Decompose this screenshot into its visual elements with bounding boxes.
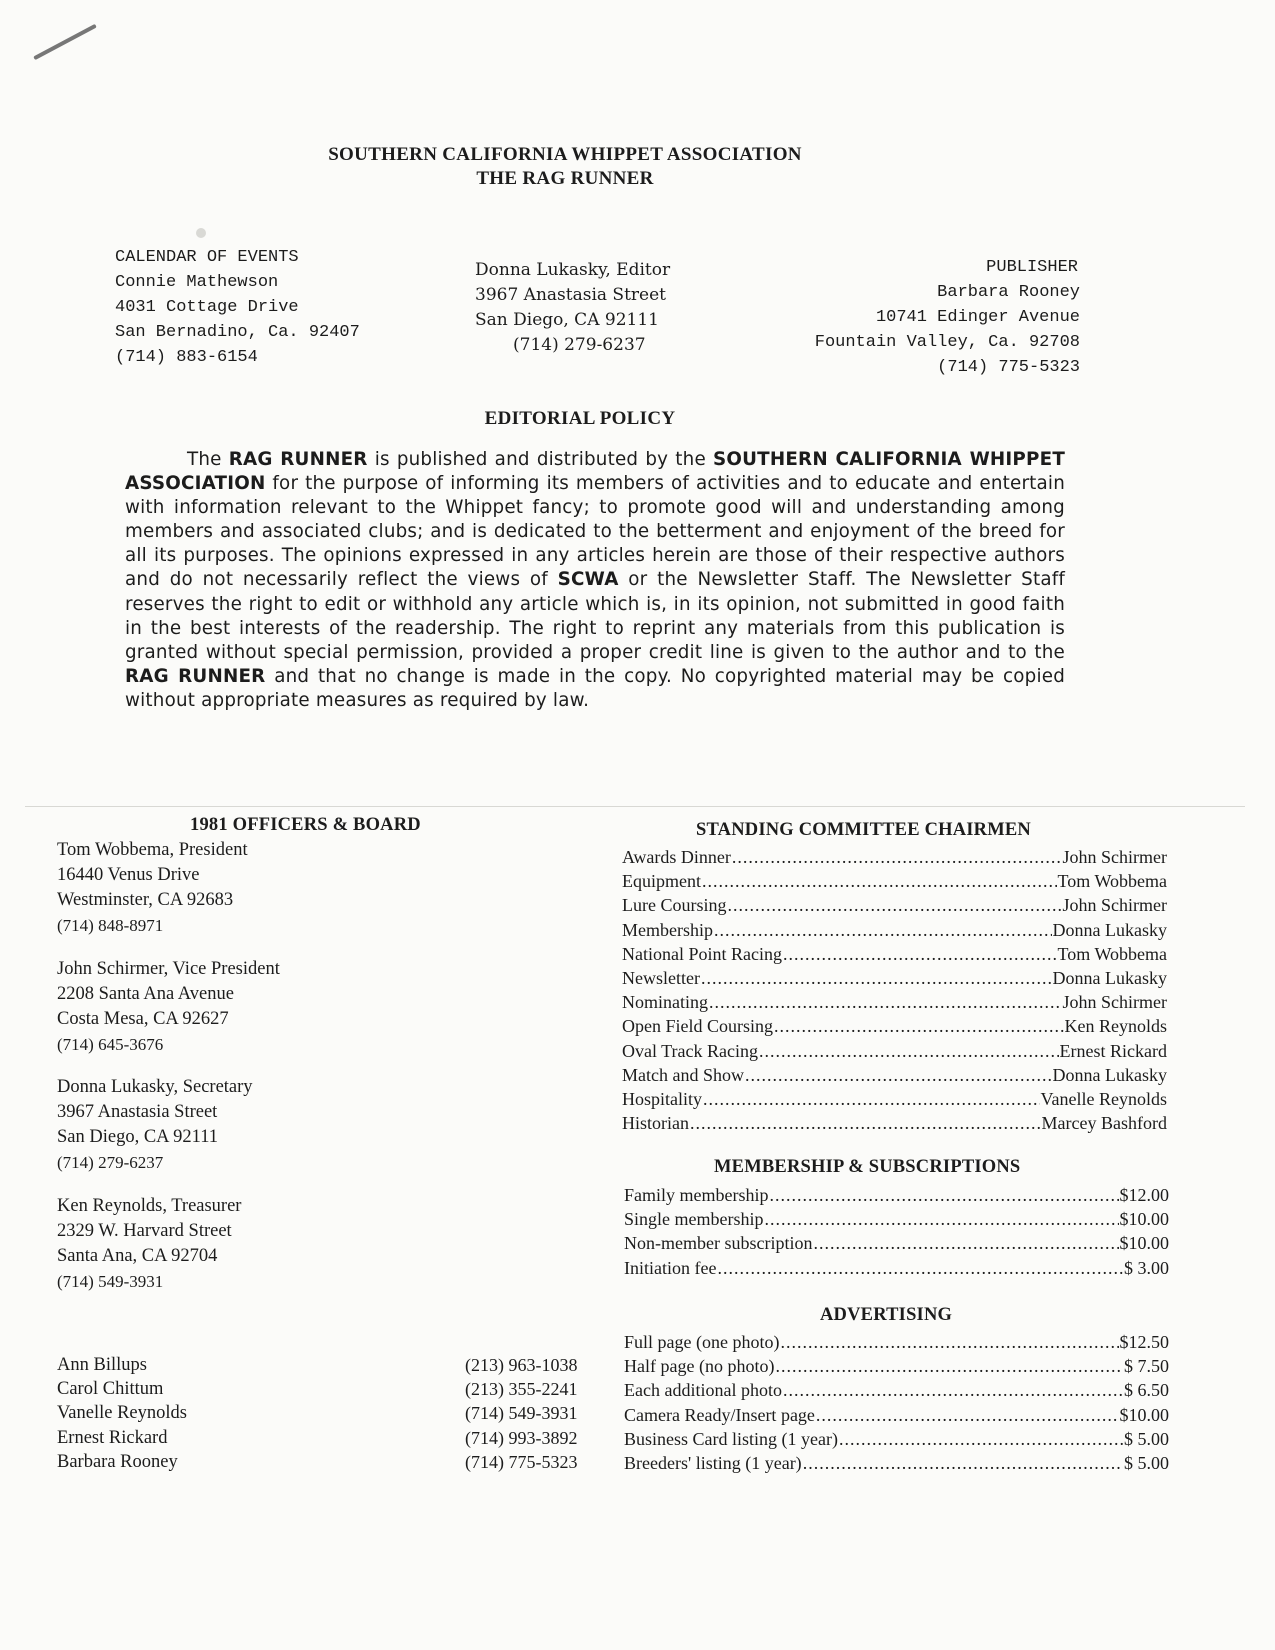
committee-name: Oval Track Racing (622, 1040, 758, 1061)
committee-row (622, 1014, 1167, 1038)
dot-leader (703, 1087, 1040, 1111)
board-phones (465, 1353, 577, 1474)
editorial-policy-heading: EDITORIAL POLICY (484, 408, 676, 429)
committee-chair: Donna Lukasky (1052, 1064, 1167, 1085)
committee-name: Newsletter (622, 968, 700, 989)
publisher-city: Fountain Valley, Ca. 92708 (814, 333, 1080, 352)
dot-leader (764, 1207, 1118, 1231)
editor-city: San Diego, CA 92111 (475, 310, 659, 330)
committee-chair: Ken Reynolds (1064, 1016, 1167, 1037)
dot-leader (701, 966, 1052, 990)
officer-street: 16440 Venus Drive (57, 865, 200, 885)
committee-chair: Donna Lukasky (1052, 919, 1167, 940)
officer-city: Westminster, CA 92683 (57, 890, 234, 910)
board-member-phone: (213) 355-2241 (465, 1379, 578, 1400)
membership-row (624, 1231, 1169, 1255)
membership-list (624, 1183, 1169, 1280)
officer-title: Ken Reynolds, Treasurer (57, 1196, 242, 1216)
board-member-name: Barbara Rooney (57, 1451, 178, 1472)
policy-bold-2: SOUTHERN CALIFORNIA WHIPPET ASSOCIATION (125, 449, 1065, 495)
advertising-row (624, 1427, 1169, 1451)
ad-label: Each additional photo (624, 1380, 782, 1401)
policy-bold-4: RAG RUNNER (125, 665, 266, 687)
committee-list (622, 845, 1167, 1135)
board-member-phone: (714) 775-5323 (465, 1451, 578, 1472)
committee-row (622, 1063, 1167, 1087)
committee-name: Nominating (622, 992, 708, 1013)
committee-name: Equipment (622, 871, 701, 892)
dot-leader (690, 1111, 1041, 1135)
policy-text-3: for the purpose of informing its members of activities and to educate and entertain with information relevant to the Whippet fancy; to promote good will and understanding among members and associated clubs; and is dedicated to the betterment and enjoyment of the breed for all its purposes. The opinions expressed in any articles herein are those of their respective authors and do not necessarily reflect the views of (125, 473, 1065, 591)
publisher-name: Barbara Rooney (937, 283, 1080, 302)
fee-price: $10.00 (1119, 1209, 1169, 1230)
ad-price: $ 6.50 (1124, 1380, 1169, 1401)
membership-row (624, 1256, 1169, 1280)
officer-street: 2208 Santa Ana Avenue (57, 984, 234, 1004)
dot-leader (714, 918, 1052, 942)
committee-row (622, 845, 1167, 869)
committee-chair: John Schirmer (1062, 895, 1167, 916)
dot-leader (803, 1451, 1123, 1475)
membership-row (624, 1207, 1169, 1231)
board-member-name: Vanelle Reynolds (57, 1403, 187, 1424)
calendar-city: San Bernadino, Ca. 92407 (115, 323, 360, 342)
policy-text-2: is published and distributed by the (367, 449, 714, 470)
advertising-row (624, 1354, 1169, 1378)
ad-price: $10.00 (1119, 1404, 1169, 1425)
org-title: SOUTHERN CALIFORNIA WHIPPET ASSOCIATION (328, 144, 802, 165)
advertising-row (624, 1378, 1169, 1402)
board-member-phone: (213) 963-1038 (465, 1355, 578, 1375)
dot-leader (769, 1183, 1118, 1207)
committee-name: Lure Coursing (622, 895, 727, 916)
dot-leader (783, 942, 1057, 966)
officer-title: Donna Lukasky, Secretary (57, 1077, 253, 1097)
officer-phone: (714) 549-3931 (57, 1272, 164, 1291)
dot-leader (759, 1039, 1059, 1063)
officer-phone: (714) 279-6237 (57, 1153, 164, 1172)
board-member-name: Carol Chittum (57, 1379, 164, 1400)
policy-bold-3: SCWA (557, 569, 619, 591)
committee-name: Open Field Coursing (622, 1016, 773, 1037)
committee-row (622, 918, 1167, 942)
fee-label: Single membership (624, 1209, 764, 1230)
calendar-street: 4031 Cottage Drive (115, 298, 299, 317)
board-member-phone: (714) 993-3892 (465, 1427, 578, 1448)
ad-label: Breeders' listing (1 year) (624, 1453, 802, 1474)
publisher-street: 10741 Edinger Avenue (875, 308, 1080, 327)
calendar-phone: (714) 883-6154 (115, 348, 258, 367)
fee-label: Non-member subscription (624, 1233, 813, 1254)
officer-entry (57, 838, 248, 938)
calendar-label: CALENDAR OF EVENTS (115, 248, 299, 267)
membership-row (624, 1183, 1169, 1207)
officer-city: Costa Mesa, CA 92627 (57, 1009, 229, 1029)
committee-name: Hospitality (622, 1089, 702, 1110)
committee-chair: Vanelle Reynolds (1040, 1089, 1167, 1110)
committee-row (622, 1039, 1167, 1063)
fee-price: $10.00 (1119, 1233, 1169, 1254)
ad-label: Business Card listing (1 year) (624, 1428, 838, 1449)
advertising-row (624, 1403, 1169, 1427)
policy-text-1: The (187, 449, 229, 470)
committee-chair: Tom Wobbema (1057, 871, 1167, 892)
membership-heading: MEMBERSHIP & SUBSCRIPTIONS (714, 1157, 1021, 1177)
dot-leader (816, 1403, 1119, 1427)
officer-city: San Diego, CA 92111 (57, 1127, 219, 1147)
ad-label: Camera Ready/Insert page (624, 1404, 815, 1425)
committee-name: Membership (622, 919, 713, 940)
fee-price: $12.00 (1119, 1185, 1169, 1205)
committee-row (622, 1087, 1167, 1111)
officer-title: John Schirmer, Vice President (57, 959, 280, 979)
committee-row (622, 893, 1167, 917)
board-member-name: Ann Billups (57, 1355, 147, 1375)
ad-price: $ 5.00 (1124, 1428, 1169, 1449)
dot-leader (717, 1256, 1123, 1280)
section-divider (25, 806, 1245, 807)
calendar-contact (115, 245, 360, 370)
advertising-heading: ADVERTISING (820, 1305, 953, 1325)
fee-price: $ 3.00 (1124, 1257, 1169, 1278)
board-names (57, 1353, 187, 1474)
dot-leader (727, 893, 1061, 917)
officer-title: Tom Wobbema, President (57, 840, 248, 860)
policy-text-4: or the Newsletter Staff. The Newsletter Staff reserves the right to edit or withhold any article which is, in its opinion, not submitted in good faith in the best interests of the readership. The right to reprint any materials from this publication is granted without special permission, provided a proper credit line is given to the author and to the (125, 569, 1066, 663)
committee-name: Awards Dinner (622, 847, 731, 867)
committee-row (622, 966, 1167, 990)
editor-name: Donna Lukasky, Editor (475, 260, 671, 280)
committee-row (622, 869, 1167, 893)
advertising-row (624, 1451, 1169, 1475)
policy-text-5: and that no change is made in the copy. No copyrighted material may be copied without appropriate measures as required by law. (125, 665, 1065, 711)
advertising-row (624, 1330, 1169, 1354)
dot-leader (813, 1231, 1118, 1255)
committee-name: Match and Show (622, 1064, 744, 1085)
newsletter-title: THE RAG RUNNER (476, 168, 654, 189)
officer-entry (57, 1194, 241, 1294)
ad-price: $12.50 (1119, 1332, 1169, 1352)
dot-leader (839, 1427, 1123, 1451)
committee-chair: John Schirmer (1062, 847, 1167, 867)
dot-leader (774, 1014, 1064, 1038)
policy-bold-1: RAG RUNNER (228, 449, 368, 470)
dot-leader (783, 1378, 1123, 1402)
publisher-label: PUBLISHER (986, 258, 1078, 277)
fee-label: Initiation fee (624, 1257, 717, 1278)
dot-leader (780, 1330, 1118, 1354)
editor-contact (475, 258, 670, 358)
committee-row (622, 1111, 1167, 1135)
officer-phone: (714) 645-3676 (57, 1035, 164, 1054)
officer-street: 3967 Anastasia Street (57, 1102, 218, 1122)
board-member-phone: (714) 549-3931 (465, 1403, 578, 1424)
committee-heading: STANDING COMMITTEE CHAIRMEN (696, 820, 1031, 840)
dot-leader (745, 1063, 1052, 1087)
scan-speck (196, 228, 206, 238)
board-member-name: Ernest Rickard (57, 1427, 168, 1448)
editor-street: 3967 Anastasia Street (475, 285, 666, 305)
committee-name: Historian (622, 1113, 689, 1134)
officer-street: 2329 W. Harvard Street (57, 1221, 232, 1241)
editorial-policy-text (125, 448, 1065, 713)
officer-entry (57, 957, 280, 1057)
committee-name: National Point Racing (622, 943, 782, 964)
committee-chair: Tom Wobbema (1057, 943, 1167, 964)
publisher-phone: (714) 775-5323 (937, 358, 1080, 377)
pen-mark (33, 24, 97, 60)
publisher-contact (740, 255, 1080, 380)
committee-row (622, 942, 1167, 966)
committee-chair: John Schirmer (1062, 992, 1167, 1013)
calendar-name: Connie Mathewson (115, 273, 279, 292)
committee-chair: Marcey Bashford (1041, 1113, 1167, 1134)
editor-phone: (714) 279-6237 (513, 335, 646, 355)
officers-heading: 1981 OFFICERS & BOARD (190, 815, 421, 835)
dot-leader (775, 1354, 1123, 1378)
fee-label: Family membership (624, 1185, 769, 1205)
dot-leader (709, 990, 1062, 1014)
committee-chair: Donna Lukasky (1052, 968, 1167, 989)
advertising-list (624, 1330, 1169, 1475)
ad-price: $ 5.00 (1124, 1453, 1169, 1474)
officer-phone: (714) 848-8971 (57, 916, 164, 935)
officer-city: Santa Ana, CA 92704 (57, 1246, 218, 1266)
dot-leader (702, 869, 1057, 893)
ad-label: Full page (one photo) (624, 1332, 780, 1352)
ad-label: Half page (no photo) (624, 1356, 775, 1377)
committee-chair: Ernest Rickard (1059, 1040, 1167, 1061)
ad-price: $ 7.50 (1124, 1356, 1169, 1377)
officer-entry (57, 1075, 253, 1175)
committee-row (622, 990, 1167, 1014)
dot-leader (732, 845, 1062, 869)
